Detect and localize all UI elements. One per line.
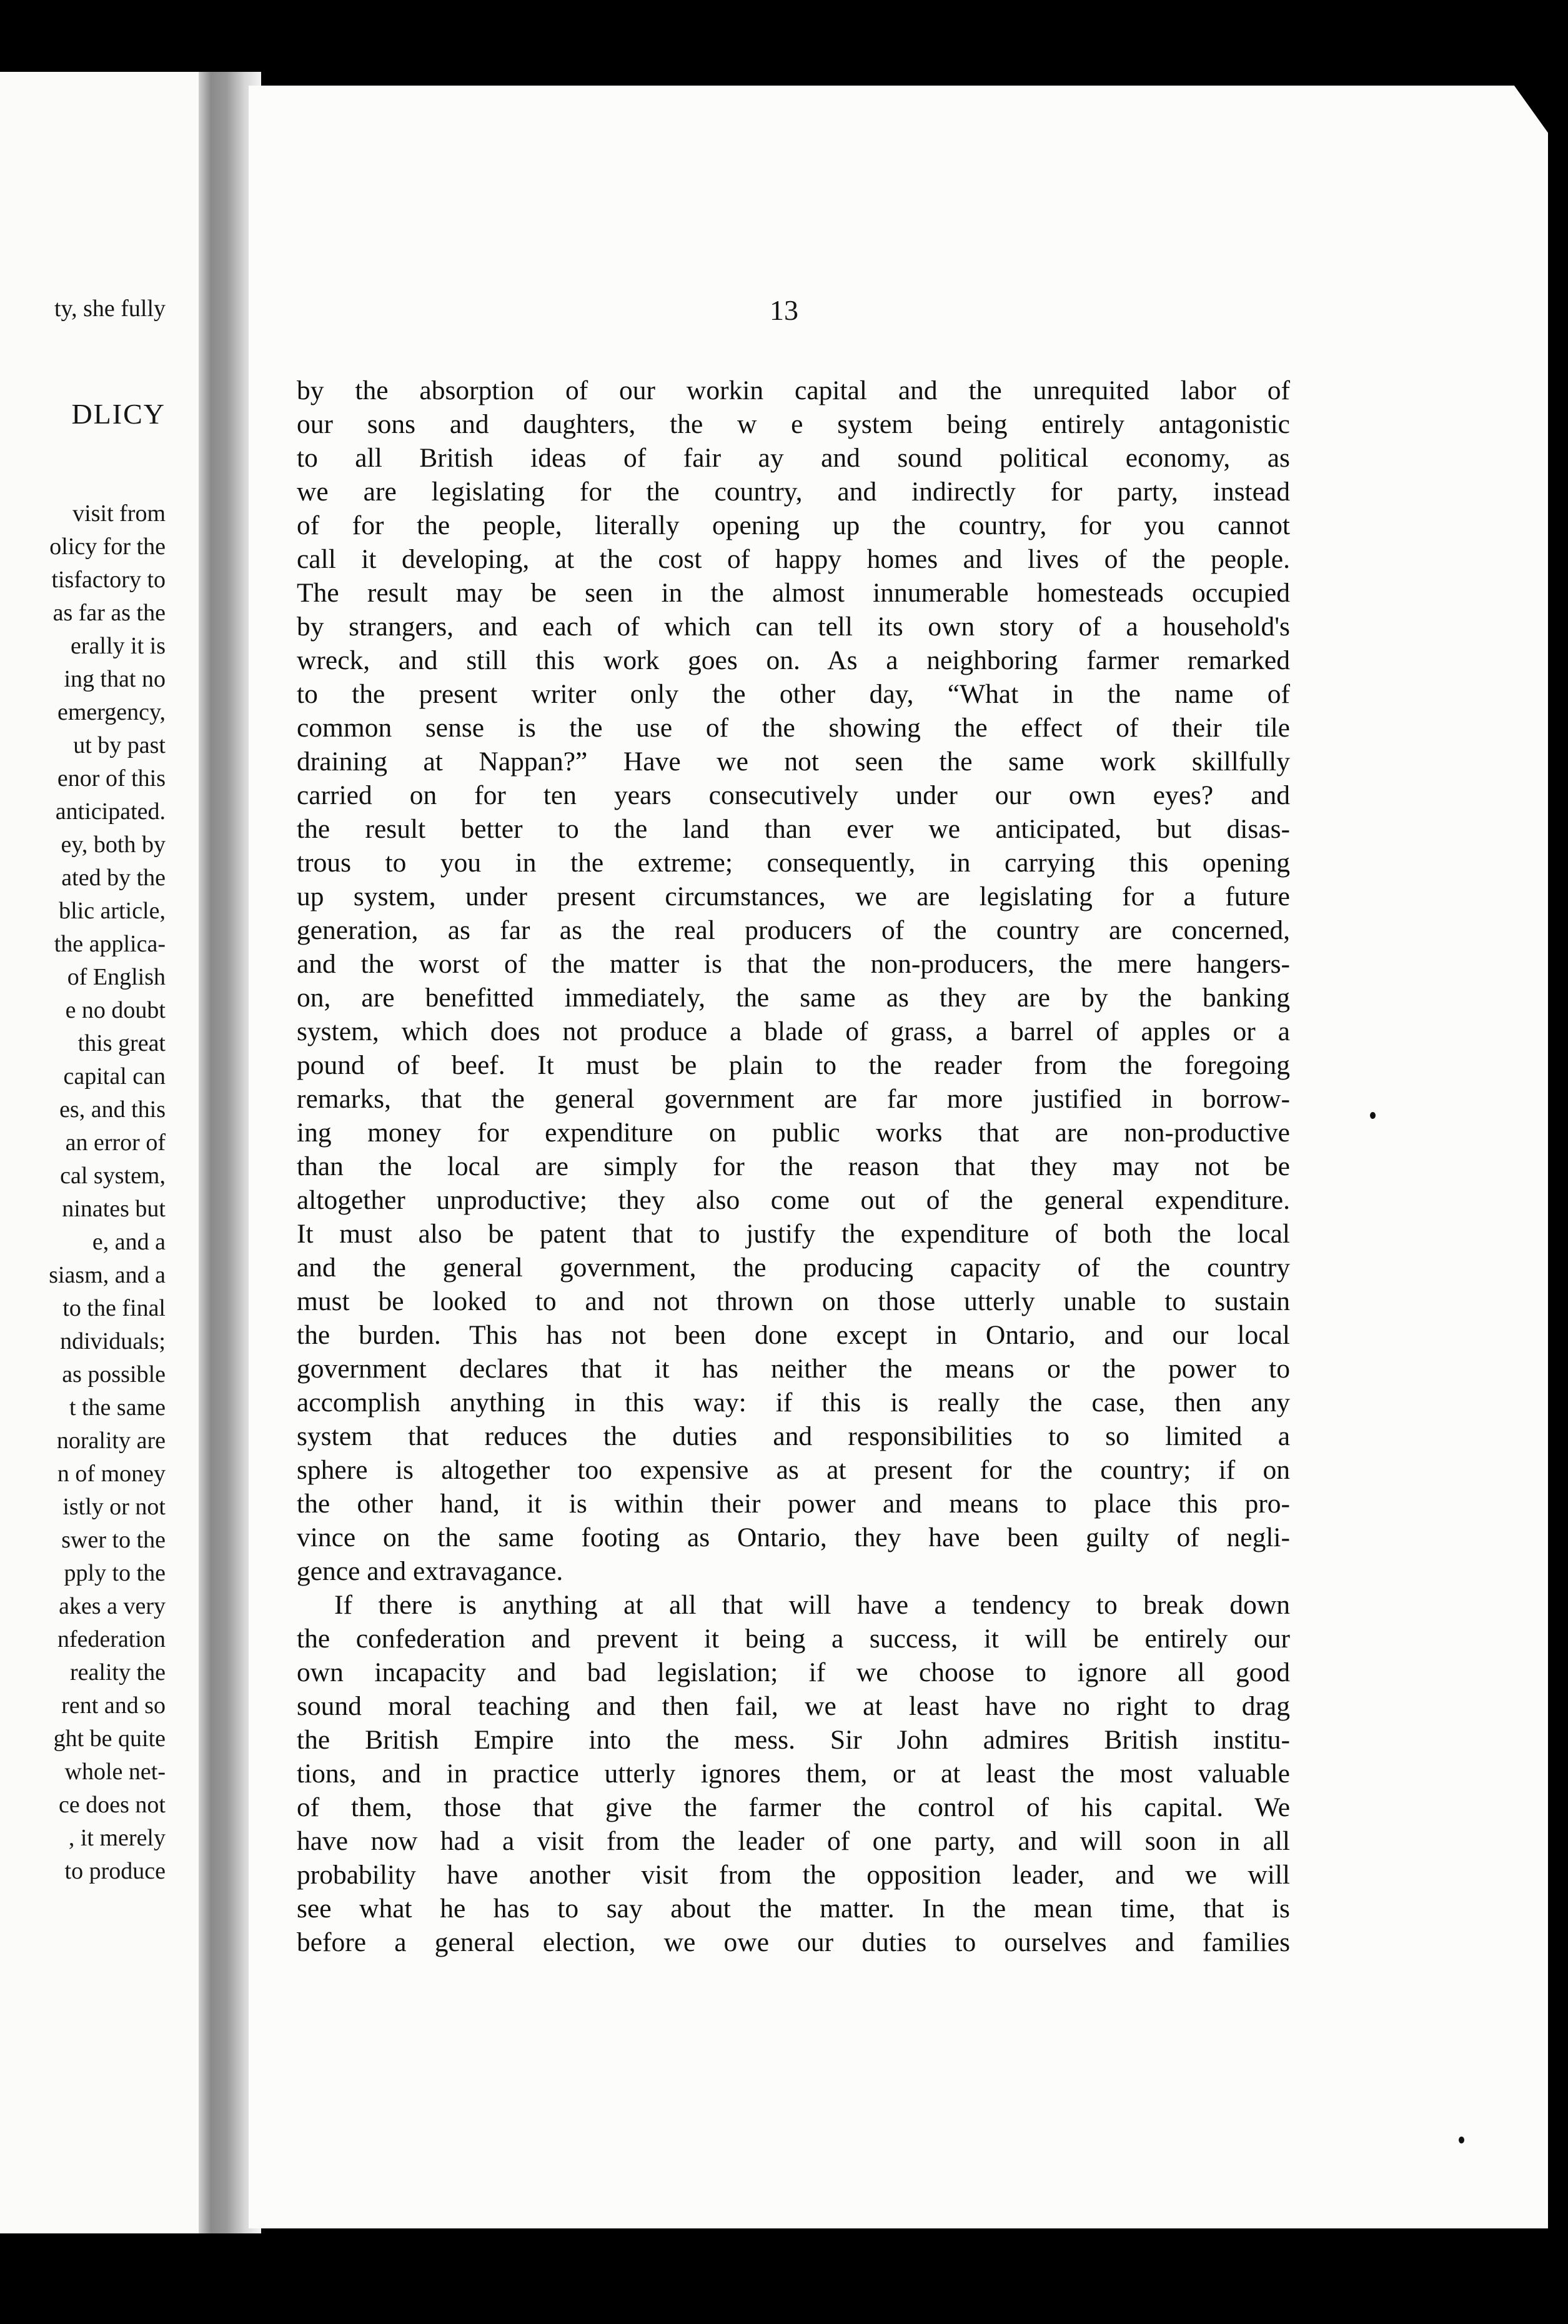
left-page-line: ing that no: [64, 666, 166, 692]
body-text: [297, 374, 1290, 1959]
text-line: probability have another visit from the opposition leader, and we will: [297, 1860, 1290, 1890]
text-line: ing money for expenditure on public works that are non-productive: [297, 1118, 1290, 1148]
ink-speck: [1370, 1112, 1376, 1119]
text-line: and the general government, the producing capacity of the country: [297, 1253, 1290, 1283]
left-page-line: , it merely: [68, 1825, 166, 1851]
text-line: on, are benefitted immediately, the same as they are by the banking: [297, 983, 1290, 1013]
left-page-line: e, and a: [92, 1229, 166, 1255]
left-page-line: capital can: [63, 1063, 166, 1090]
text-line: by the absorption of our workin capital and the unrequited labor of: [297, 375, 1290, 405]
left-page-line: ty, she fully: [54, 295, 166, 322]
text-line: to the present writer only the other day, “What in the name of: [297, 679, 1290, 709]
left-page-line: enor of this: [57, 765, 166, 792]
text-line: accomplish anything in this way: if this is really the case, then any: [297, 1388, 1290, 1418]
left-page-line: e no doubt: [65, 997, 166, 1023]
text-line: of them, those that give the farmer the control of his capital. We: [297, 1792, 1290, 1822]
text-line: the burden. This has not been done except in Ontario, and our local: [297, 1320, 1290, 1350]
left-page-line: swer to the: [61, 1527, 166, 1553]
text-line: government declares that it has neither the means or the power to: [297, 1354, 1290, 1384]
text-line: common sense is the use of the showing the effect of their tile: [297, 713, 1290, 743]
left-page-line: n of money: [57, 1461, 166, 1487]
text-line: the other hand, it is within their power and means to place this pro-: [297, 1489, 1290, 1519]
text-line: If there is anything at all that will have a tendency to break down: [334, 1590, 1290, 1620]
text-line: the result better to the land than ever we anticipated, but disas-: [297, 814, 1290, 844]
left-page-line: ninates but: [62, 1196, 166, 1222]
text-line: remarks, that the general government are far more justified in borrow-: [297, 1084, 1290, 1114]
left-page-line: ndividuals;: [60, 1328, 166, 1354]
left-page-line: as possible: [62, 1361, 166, 1388]
text-line: tions, and in practice utterly ignores them, or at least the most valuable: [297, 1759, 1290, 1789]
text-line: system, which does not produce a blade of grass, a barrel of apples or a: [297, 1016, 1290, 1046]
text-line: It must also be patent that to justify the expenditure of both the local: [297, 1219, 1290, 1249]
text-line: than the local are simply for the reason that they may not be: [297, 1151, 1290, 1181]
left-page-line: es, and this: [59, 1096, 166, 1123]
text-line: wreck, and still this work goes on. As a neighboring farmer remarked: [297, 645, 1290, 675]
left-page-line: the applica-: [54, 931, 166, 957]
left-page-line: ey, both by: [61, 832, 166, 858]
text-line: own incapacity and bad legislation; if we choose to ignore all good: [297, 1657, 1290, 1687]
left-page-line: emergency,: [57, 699, 166, 725]
left-page-line: anticipated.: [55, 798, 166, 825]
text-line: sound moral teaching and then fail, we at least have no right to drag: [297, 1691, 1290, 1721]
text-line: altogether unproductive; they also come out of the general expenditure.: [297, 1185, 1290, 1215]
text-line: pound of beef. It must be plain to the reader from the foregoing: [297, 1050, 1290, 1080]
left-page-line: to the final: [62, 1295, 166, 1321]
left-page-line: an error of: [65, 1130, 166, 1156]
left-page-heading: DLICY: [71, 398, 166, 430]
ink-speck: [1459, 2137, 1464, 2143]
left-page-line: norality are: [56, 1428, 166, 1454]
left-page-line: reality the: [70, 1659, 166, 1686]
left-page-line: siasm, and a: [49, 1262, 166, 1288]
left-page-line: ut by past: [73, 732, 166, 758]
text-line: system that reduces the duties and responsibilities to so limited a: [297, 1421, 1290, 1451]
text-line: gence and extravagance.: [297, 1556, 563, 1586]
text-line: draining at Nappan?” Have we not seen the same work skillfully: [297, 747, 1290, 777]
left-page-line: rent and so: [61, 1692, 166, 1719]
text-line: by strangers, and each of which can tell its own story of a household's: [297, 612, 1290, 642]
text-line: generation, as far as the real producers of the country are concerned,: [297, 915, 1290, 945]
left-page-fragment: [0, 72, 209, 2233]
page-number: 13: [770, 294, 798, 326]
left-page-line: ght be quite: [53, 1726, 166, 1752]
text-line: and the worst of the matter is that the non-producers, the mere hangers-: [297, 949, 1290, 979]
text-line: our sons and daughters, the w e system being entirely antagonistic: [297, 409, 1290, 439]
left-page-line: visit from: [72, 500, 166, 527]
left-page-line: ated by the: [61, 865, 166, 891]
text-line: must be looked to and not thrown on those utterly unable to sustain: [297, 1286, 1290, 1316]
left-page-line: of English: [67, 964, 166, 990]
text-line: carried on for ten years consecutively under our own eyes? and: [297, 780, 1290, 810]
text-line: The result may be seen in the almost innumerable homesteads occupied: [297, 578, 1290, 608]
text-line: trous to you in the extreme; consequently, in carrying this opening: [297, 848, 1290, 878]
left-page-line: ce does not: [59, 1792, 166, 1818]
text-line: up system, under present circumstances, we are legislating for a future: [297, 881, 1290, 911]
left-page-line: whole net-: [64, 1759, 166, 1785]
left-page-line: this great: [77, 1030, 166, 1056]
text-line: to all British ideas of fair ay and sound political economy, as: [297, 443, 1290, 473]
text-line: of for the people, literally opening up the country, for you cannot: [297, 510, 1290, 540]
text-line: see what he has to say about the matter. In the mean time, that is: [297, 1894, 1290, 1924]
text-line: have now had a visit from the leader of one party, and will soon in all: [297, 1826, 1290, 1856]
left-page-line: olicy for the: [49, 534, 166, 560]
left-page-line: akes a very: [59, 1593, 166, 1619]
text-line: the confederation and prevent it being a success, it will be entirely our: [297, 1624, 1290, 1654]
left-page-line: pply to the: [64, 1560, 166, 1586]
text-line: call it developing, at the cost of happy homes and lives of the people.: [297, 544, 1290, 574]
left-page-line: as far as the: [52, 600, 166, 626]
text-line: we are legislating for the country, and indirectly for party, instead: [297, 477, 1290, 507]
text-line: the British Empire into the mess. Sir John admires British institu-: [297, 1725, 1290, 1755]
left-page-line: blic article,: [59, 898, 166, 924]
left-page-line: erally it is: [71, 633, 166, 659]
left-page-line: istly or not: [62, 1494, 166, 1520]
left-page-line: t the same: [69, 1394, 166, 1421]
left-page-line: to produce: [64, 1858, 166, 1884]
text-line: sphere is altogether too expensive as at present for the country; if on: [297, 1455, 1290, 1485]
left-page-line: cal system,: [60, 1163, 166, 1189]
text-line: before a general election, we owe our duties to ourselves and families: [297, 1927, 1290, 1957]
left-page-line: nfederation: [57, 1626, 166, 1652]
left-page-line: tisfactory to: [51, 567, 166, 593]
text-line: vince on the same footing as Ontario, they have been guilty of negli-: [297, 1522, 1290, 1552]
